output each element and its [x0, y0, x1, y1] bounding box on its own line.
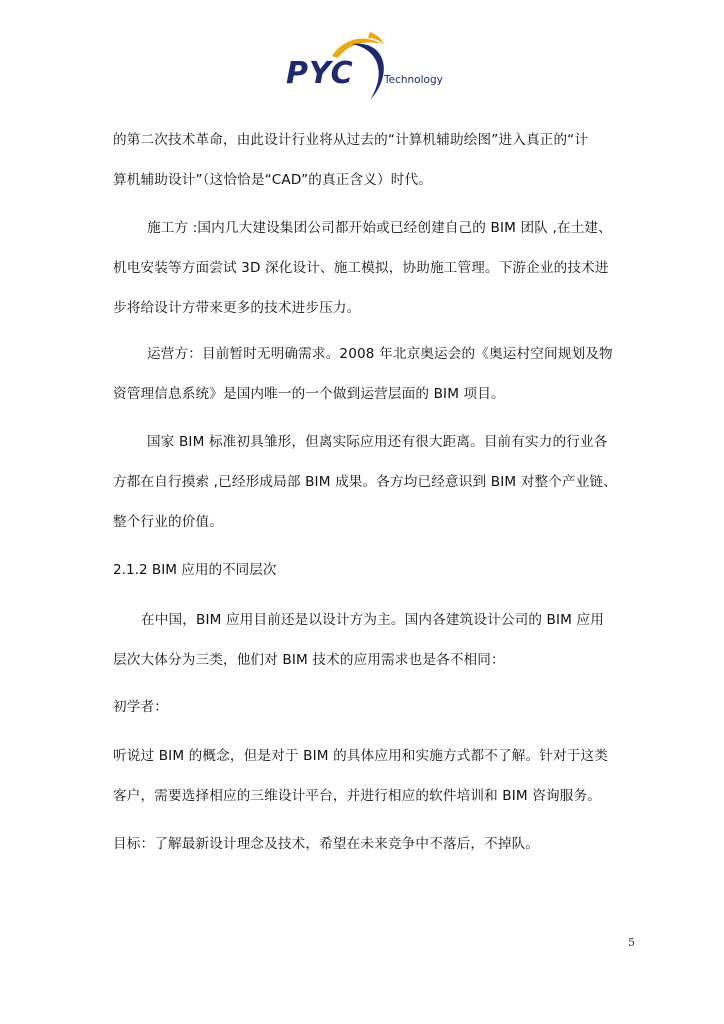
text-line: 算机辅助设计”（这恰恰是“CAD”的真正含义）时代。 [113, 172, 432, 188]
text-line: 运营方：目前暂时无明确需求。2008 年北京奥运会的《奥运村空间规划及物 [147, 346, 613, 362]
text-line: 在中国，BIM 应用目前还是以设计方为主。国内各建筑设计公司的 BIM 应用 [141, 612, 605, 628]
logo-arc-navy [352, 44, 384, 100]
paragraph-7 [113, 746, 635, 806]
text-line: 层次大体分为三类，他们对 BIM 技术的应用需求也是各不相同： [113, 652, 505, 668]
section-heading: 2.1.2 BIM 应用的不同层次 [113, 562, 277, 578]
paragraph-5 [113, 610, 635, 670]
page-number: 5 [628, 936, 635, 949]
text-line: 客户，需要选择相应的三维设计平台，并进行相应的软件培训和 BIM 咨询服务。 [113, 788, 601, 804]
text-line: 机电安装等方面尝试 3D 深化设计、施工模拟，协助施工管理。下游企业的技术进 [113, 260, 609, 276]
company-logo [282, 30, 454, 104]
paragraph-8 [113, 834, 635, 854]
text-line: 施工方 :国内几大建设集团公司都开始或已经创建自己的 BIM 团队 ,在土建、 [147, 220, 612, 236]
paragraph-6 [113, 697, 635, 717]
text-line: 的第二次技术革命，由此设计行业将从过去的“计算机辅助绘图”进入真正的“计 [113, 132, 589, 148]
text-line: 资管理信息系统》是国内唯一的一个做到运营层面的 BIM 项目。 [113, 386, 505, 402]
text-line: 听说过 BIM 的概念，但是对于 BIM 的具体应用和实施方式都不了解。针对于这类 [113, 748, 608, 764]
text-line: 整个行业的价值。 [113, 514, 223, 530]
text-line: 目标：了解最新设计理念及技术，希望在未来竞争中不落后，不掉队。 [113, 836, 540, 852]
logo-subtext: Technology [384, 74, 443, 86]
paragraph-2 [113, 218, 635, 318]
paragraph-3 [113, 344, 635, 404]
text-line: 步将给设计方带来更多的技术进步压力。 [113, 300, 361, 316]
text-line: 国家 BIM 标准初具雏形，但离实际应用还有很大距离。目前有实力的行业各 [147, 434, 608, 450]
logo-text: PYC [286, 56, 354, 91]
paragraph-1 [113, 130, 635, 190]
paragraph-4 [113, 432, 635, 532]
text-line: 初学者： [113, 699, 168, 715]
text-line: 方都在自行摸索 ,已经形成局部 BIM 成果。各方均已经意识到 BIM 对整个产业链、 [113, 474, 617, 490]
